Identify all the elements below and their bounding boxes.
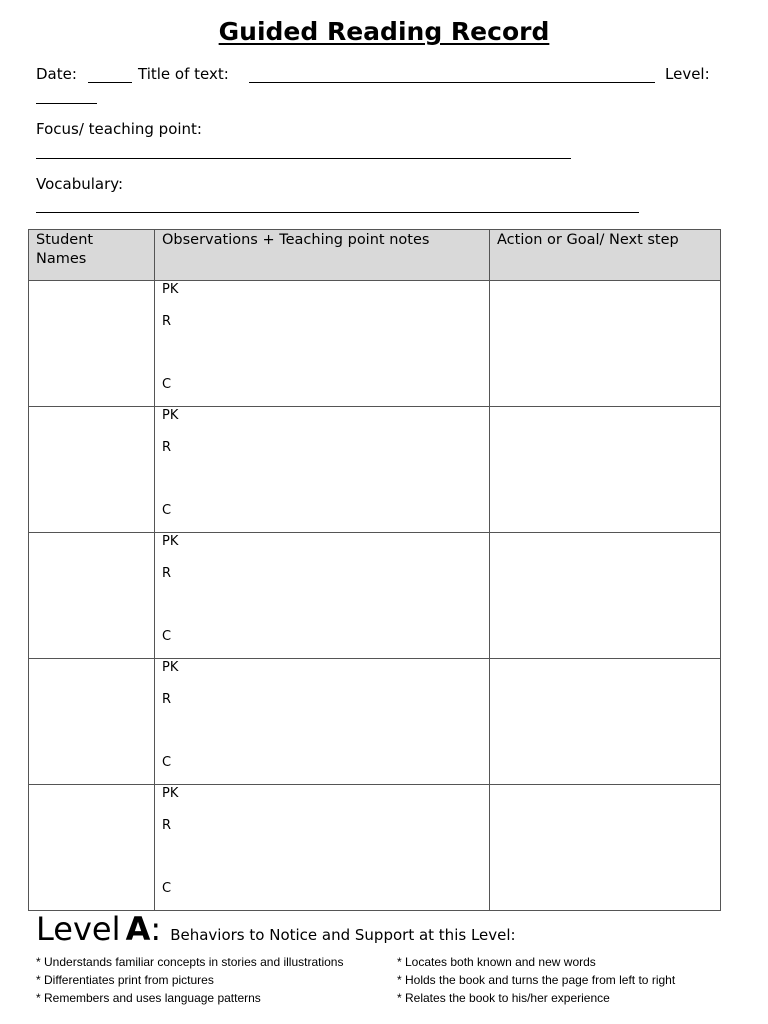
pk-marker: PK [162,282,179,297]
table-row [29,533,721,659]
student-name-cell[interactable] [29,407,155,533]
level-colon: : [150,910,162,948]
page-title: Guided Reading Record [218,17,550,46]
behavior-item: * Remembers and uses language patterns [36,991,261,1005]
c-marker: C [162,881,172,896]
observations-cell[interactable] [155,785,490,911]
action-goal-cell[interactable] [490,533,721,659]
date-label: Date: [36,65,77,83]
level-label: Level: [665,65,710,83]
r-marker: R [162,566,172,581]
observations-cell[interactable] [155,281,490,407]
pk-marker: PK [162,786,179,801]
column-header-observations: Observations + Teaching point notes [155,230,490,281]
action-goal-cell[interactable] [490,407,721,533]
c-marker: C [162,377,172,392]
action-goal-cell[interactable] [490,281,721,407]
action-goal-cell[interactable] [490,785,721,911]
student-name-cell[interactable] [29,281,155,407]
student-name-cell[interactable] [29,785,155,911]
date-field[interactable] [88,82,132,83]
observations-cell[interactable] [155,533,490,659]
observations-cell[interactable] [155,407,490,533]
student-name-cell[interactable] [29,659,155,785]
level-word: Level [36,910,121,948]
column-header-student-names: Student Names [29,230,155,281]
pk-marker: PK [162,660,179,675]
title-of-text-field[interactable] [249,82,655,83]
table-row [29,407,721,533]
c-marker: C [162,503,172,518]
r-marker: R [162,818,172,833]
behavior-item: * Understands familiar concepts in stories and illustrations [36,955,344,969]
r-marker: R [162,692,172,707]
vocabulary-field[interactable] [36,212,639,213]
action-goal-cell[interactable] [490,659,721,785]
r-marker: R [162,314,172,329]
level-field[interactable] [36,103,97,104]
behaviors-left-list [36,953,343,1007]
level-letter: A [125,910,151,948]
student-name-cell[interactable] [29,533,155,659]
behavior-item: * Differentiates print from pictures [36,973,214,987]
column-header-action-goal: Action or Goal/ Next step [490,230,721,281]
pk-marker: PK [162,534,179,549]
table-row [29,659,721,785]
pk-marker: PK [162,408,179,423]
behavior-item: * Holds the book and turns the page from left to right [397,973,676,987]
behavior-item: * Locates both known and new words [397,955,596,969]
table-row [29,785,721,911]
title-of-text-label: Title of text: [138,65,229,83]
behaviors-right-list [397,953,675,1007]
table-header-row [29,230,721,281]
behavior-item: * Relates the book to his/her experience [397,991,610,1005]
record-table [28,229,721,911]
observations-cell[interactable] [155,659,490,785]
focus-teaching-point-label: Focus/ teaching point: [36,120,202,138]
level-subtitle: Behaviors to Notice and Support at this Level: [170,926,516,944]
level-heading [36,910,516,948]
c-marker: C [162,629,172,644]
vocabulary-label: Vocabulary: [36,175,124,193]
r-marker: R [162,440,172,455]
c-marker: C [162,755,172,770]
table-row [29,281,721,407]
focus-teaching-point-field[interactable] [36,158,571,159]
